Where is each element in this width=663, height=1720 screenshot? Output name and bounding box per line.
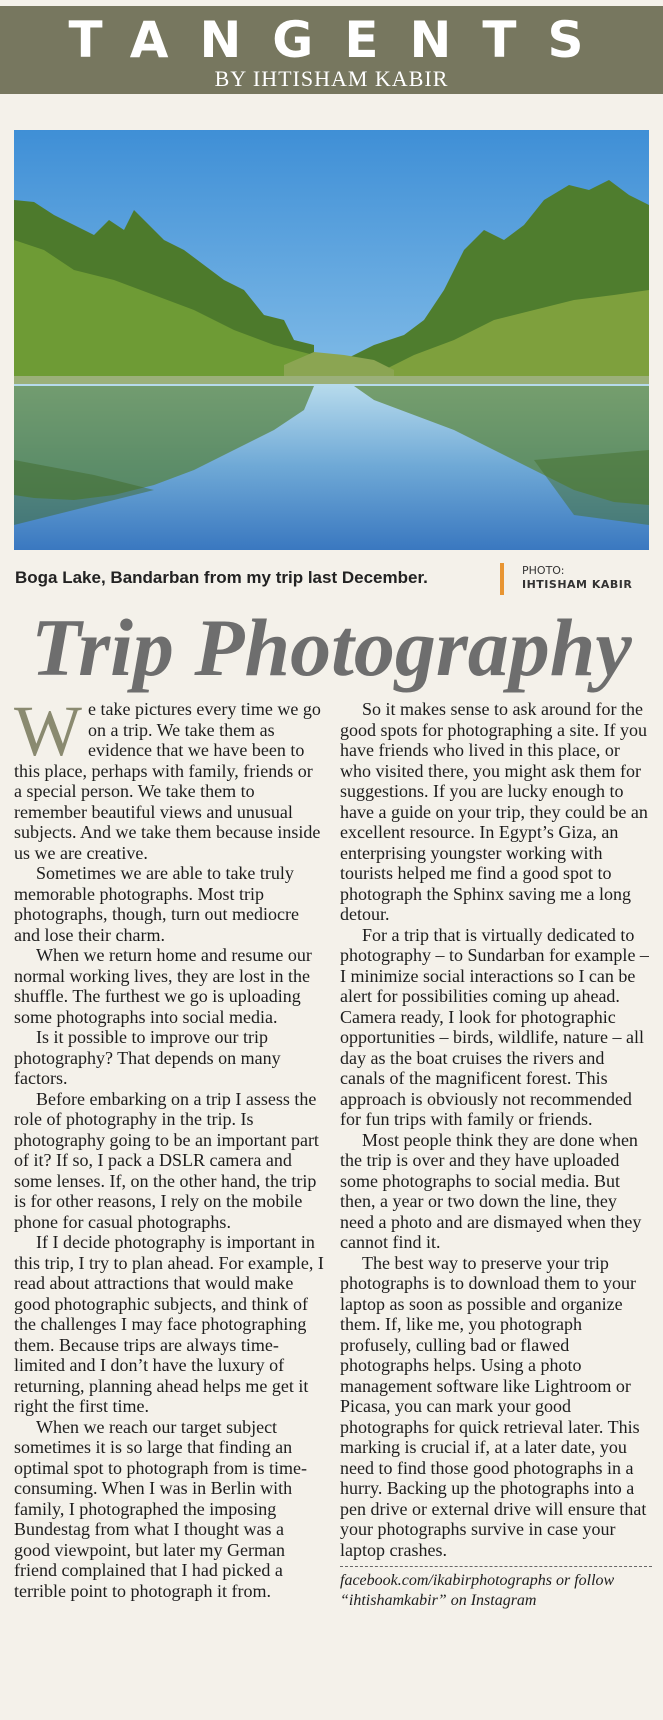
photo-credit (522, 564, 632, 592)
paragraph: Sometimes we are able to take truly memorable photographs. Most trip photographs, though, turn out mediocre and lose their charm. (14, 863, 299, 945)
drop-cap: W (14, 691, 82, 771)
paragraph: For a trip that is virtually dedicated to photography – to Sundarban for example – I minimize social interactions so I can be alert for possibilities coming up ahead. Camera ready, I look for photographic opportunities – birds, wildlife, nature – all day as the boat cruises the rivers and canals of the magnificent forest. This approach is obviously not recommended for fun trips with family or friends. (340, 924, 649, 1129)
paragraph: Is it possible to improve our trip photography? That depends on many factors. (14, 1027, 281, 1088)
article-column-right (340, 699, 652, 1611)
author-byline: BY IHTISHAM KABIR (214, 66, 449, 91)
photo-credit-label: PHOTO: (522, 564, 565, 577)
paragraph: The best way to preserve your trip photographs is to download them to your laptop as soon as possible and organize them. If, like me, you photograph profusely, culling bad or flawed photographs helps. Using a photo management software like Lightroom or Picasa, you can mark your good photographs for quick retrieval later. This marking is crucial if, at a later date, you need to find those good photographs in a hurry. Backing up the photographs into a pen drive or external drive will ensure that your photographs survive in case your laptop crashes. (340, 1252, 647, 1560)
paragraph: Before embarking on a trip I assess the role of photography in the trip. Is photography going to be an important part of it? If so, I pack a DSLR camera and some lenses. If, on the other hand, the trip is for other reasons, I rely on the mobile phone for casual photographs. (14, 1088, 319, 1232)
paragraph: We take pictures every time we go on a trip. We take them as evidence that we have been to this place, perhaps with family, friends or a special person. We take them to remember beautiful views and unusual subjects. And we take them because inside us we are creative. (14, 691, 321, 863)
lake-landscape-image (14, 130, 649, 550)
lake-photo (14, 130, 649, 550)
paragraph: If I decide photography is important in this trip, I try to plan ahead. For example, I read about attractions that would make good photographic subjects, and think of the challenges I may face photographing them. Because trips are always time-limited and I don’t have the luxury of returning, planning ahead helps me get it right the first time. (14, 1232, 324, 1416)
paragraph: When we return home and resume our normal working lives, they are lost in the shuffle. The furthest we go is uploading some photographs into social media. (14, 945, 312, 1027)
photo-caption: Boga Lake, Bandarban from my trip last December. (15, 568, 428, 587)
section-title: TANGENTS (68, 11, 615, 69)
footer-divider (340, 1566, 652, 1567)
credit-divider (500, 563, 504, 595)
paragraph: So it makes sense to ask around for the good spots for photographing a site. If you have friends who lived in this place, or who visited there, you might ask them for suggestions. If you are lucky enough to have a guide on your trip, they could be an excellent resource. In Egypt’s Giza, an enterprising youngster working with tourists helped me find a good spot to photograph the Sphinx saving me a long detour. (340, 699, 648, 924)
photo-credit-name: IHTISHAM KABIR (522, 578, 633, 591)
section-banner (0, 6, 663, 94)
paragraph: Most people think they are done when the trip is over and they have uploaded some photographs to social media. But then, a year or two down the line, they need a photo and are dismayed when they cannot find it. (340, 1129, 642, 1252)
article-headline: Trip Photography (31, 602, 632, 693)
article-column-left (14, 691, 324, 1601)
paragraph: When we reach our target subject sometimes it is so large that finding an optimal spot to photograph from is time-consuming. When I was in Berlin with family, I photographed the imposing Bundestag from what I thought was a good viewpoint, but later my German friend complained that I had picked a terrible point to photograph it from. (14, 1416, 307, 1601)
social-media-note: facebook.com/ikabirphotographs or follow “ihtishamkabir” on Instagram (340, 1572, 615, 1609)
